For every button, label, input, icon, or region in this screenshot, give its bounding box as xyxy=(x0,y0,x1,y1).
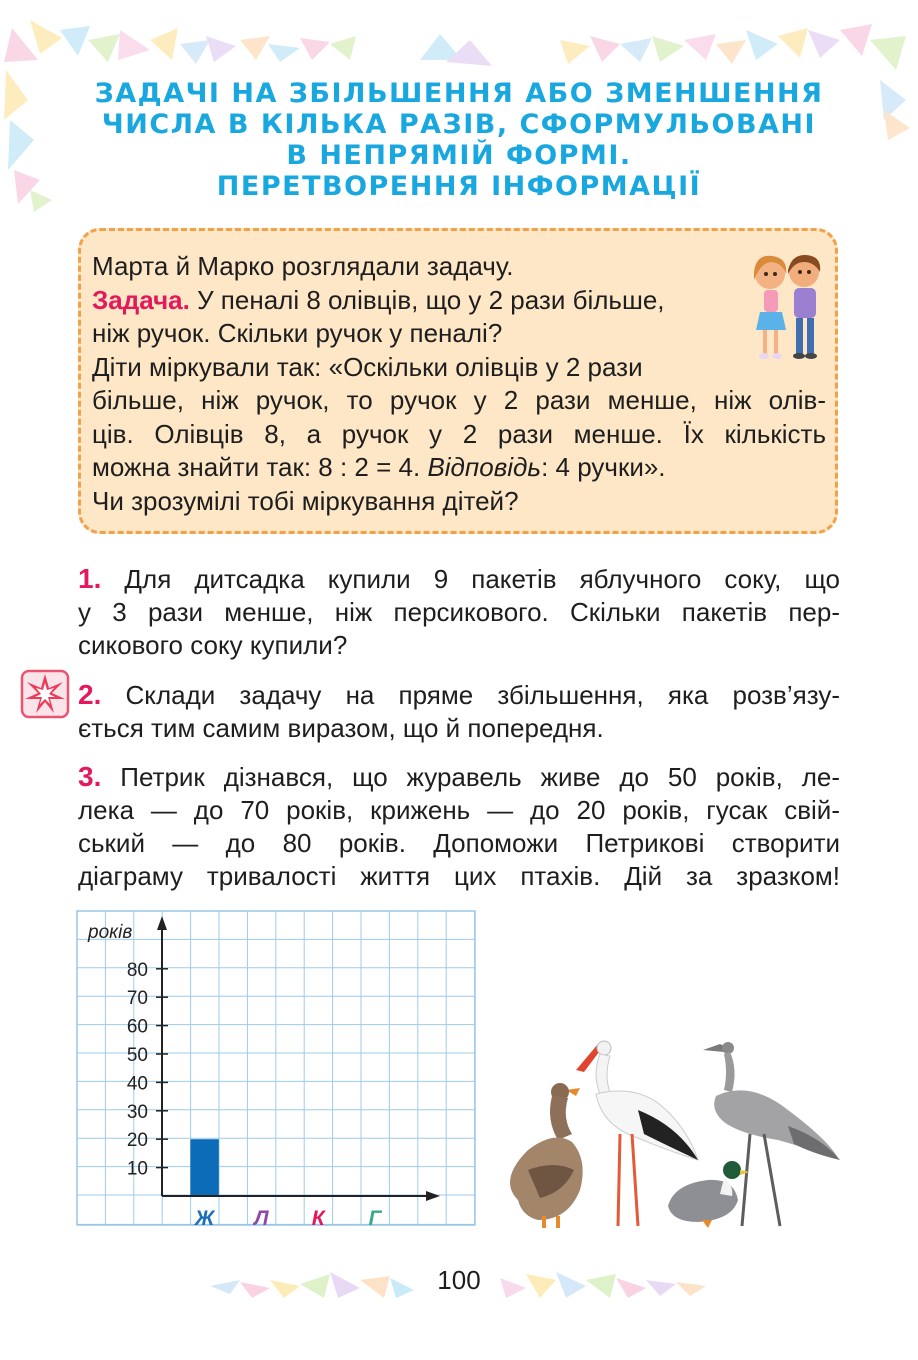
y-tick-label: 60 xyxy=(126,1016,148,1038)
task-line xyxy=(78,562,840,596)
intro-line: Чи зрозумілі тобі міркування дітей? xyxy=(92,485,519,516)
y-tick-label: 80 xyxy=(126,959,148,981)
y-tick-label: 10 xyxy=(126,1158,148,1180)
y-axis-label: років xyxy=(88,922,133,943)
x-category-label: Ж xyxy=(194,1207,215,1226)
task-line: у 3 рази менше, ніж персикового. Скільки пакетів пер- xyxy=(78,597,840,627)
title-line: ЧИСЛА В КІЛЬКА РАЗІВ, СФОРМУЛЬОВАНІ xyxy=(101,109,817,140)
y-tick-label: 40 xyxy=(126,1073,148,1095)
task-line-text: Петрик дізнався, що журавель живе до 50 років, ле- xyxy=(101,762,840,792)
intro-line xyxy=(92,451,826,485)
intro-line: ніж ручок. Скільки ручок у пеналі? xyxy=(92,318,503,348)
page-number: 100 xyxy=(437,1265,481,1295)
y-axis-arrow xyxy=(157,916,167,930)
task-label: Задача. xyxy=(92,284,190,315)
title-line: ПЕРЕТВОРЕННЯ ІНФОРМАЦІЇ xyxy=(216,171,702,202)
page-title xyxy=(40,78,878,202)
intro-line: Діти міркували так: «Оскільки олівців у 2 рази xyxy=(92,351,643,382)
task-line: сикового соку купили? xyxy=(78,630,348,660)
x-category-label: Л xyxy=(254,1207,269,1226)
title-line: ЗАДАЧІ НА ЗБІЛЬШЕННЯ АБО ЗМЕНШЕННЯ xyxy=(94,78,824,109)
intro-line-text: : 4 ручки». xyxy=(541,452,666,482)
task-line xyxy=(78,760,840,794)
x-axis-arrow xyxy=(426,1191,440,1201)
task-number: 2. xyxy=(78,679,102,710)
creative-task-icon xyxy=(20,669,70,719)
children-illustration xyxy=(742,250,832,365)
bar xyxy=(190,1139,218,1196)
answer-label: Відповідь xyxy=(427,452,542,482)
lifespan-bar-chart xyxy=(76,910,476,1226)
task-line: ється тим самим виразом, що й попередня. xyxy=(78,713,604,743)
title-line: В НЕПРЯМІЙ ФОРМІ. xyxy=(286,140,632,171)
intro-line xyxy=(92,284,826,318)
chart-categories xyxy=(194,1207,383,1226)
y-tick-label: 70 xyxy=(126,988,148,1010)
y-tick-label: 30 xyxy=(126,1101,148,1123)
intro-text xyxy=(92,250,826,518)
task-line: лека — до 70 років, крижень — до 20 років, гусак свій- xyxy=(78,795,840,825)
intro-line-text: У пеналі 8 олівців, що у 2 рази більше, xyxy=(189,284,665,315)
task-2 xyxy=(78,678,840,745)
task-line: ський — до 80 років. Допоможи Петрикові створити xyxy=(78,828,840,858)
mallard-image xyxy=(668,1161,750,1228)
goose-image xyxy=(510,1083,583,1228)
task-number: 1. xyxy=(78,563,102,594)
task-number: 3. xyxy=(78,761,102,792)
task-line: діаграму тривалості життя цих птахів. Дій за зразком! xyxy=(78,861,840,891)
x-category-label: Г xyxy=(368,1207,382,1226)
y-tick-label: 20 xyxy=(126,1130,148,1152)
intro-line-text: можна знайти так: 8 : 2 = 4. xyxy=(92,452,428,482)
task-3 xyxy=(78,760,840,893)
y-tick-label: 50 xyxy=(126,1045,148,1066)
intro-line: Марта й Марко розглядали задачу. xyxy=(92,251,514,281)
x-category-label: К xyxy=(311,1207,325,1226)
birds-illustration xyxy=(488,1030,848,1235)
task-line-text: Для дитсадка купили 9 пакетів яблучного соку, що xyxy=(101,564,840,594)
intro-line: ців. Олівців 8, а ручок у 2 рази менше. Їх кількість xyxy=(92,418,826,449)
task-1 xyxy=(78,562,840,662)
task-line-text: Склади задачу на пряме збільшення, яка розв’язу- xyxy=(101,680,840,710)
intro-line: більше, ніж ручок, то ручок у 2 рази менше, ніж олів- xyxy=(92,385,826,415)
chart-bars xyxy=(190,1139,218,1196)
task-line xyxy=(78,678,840,712)
